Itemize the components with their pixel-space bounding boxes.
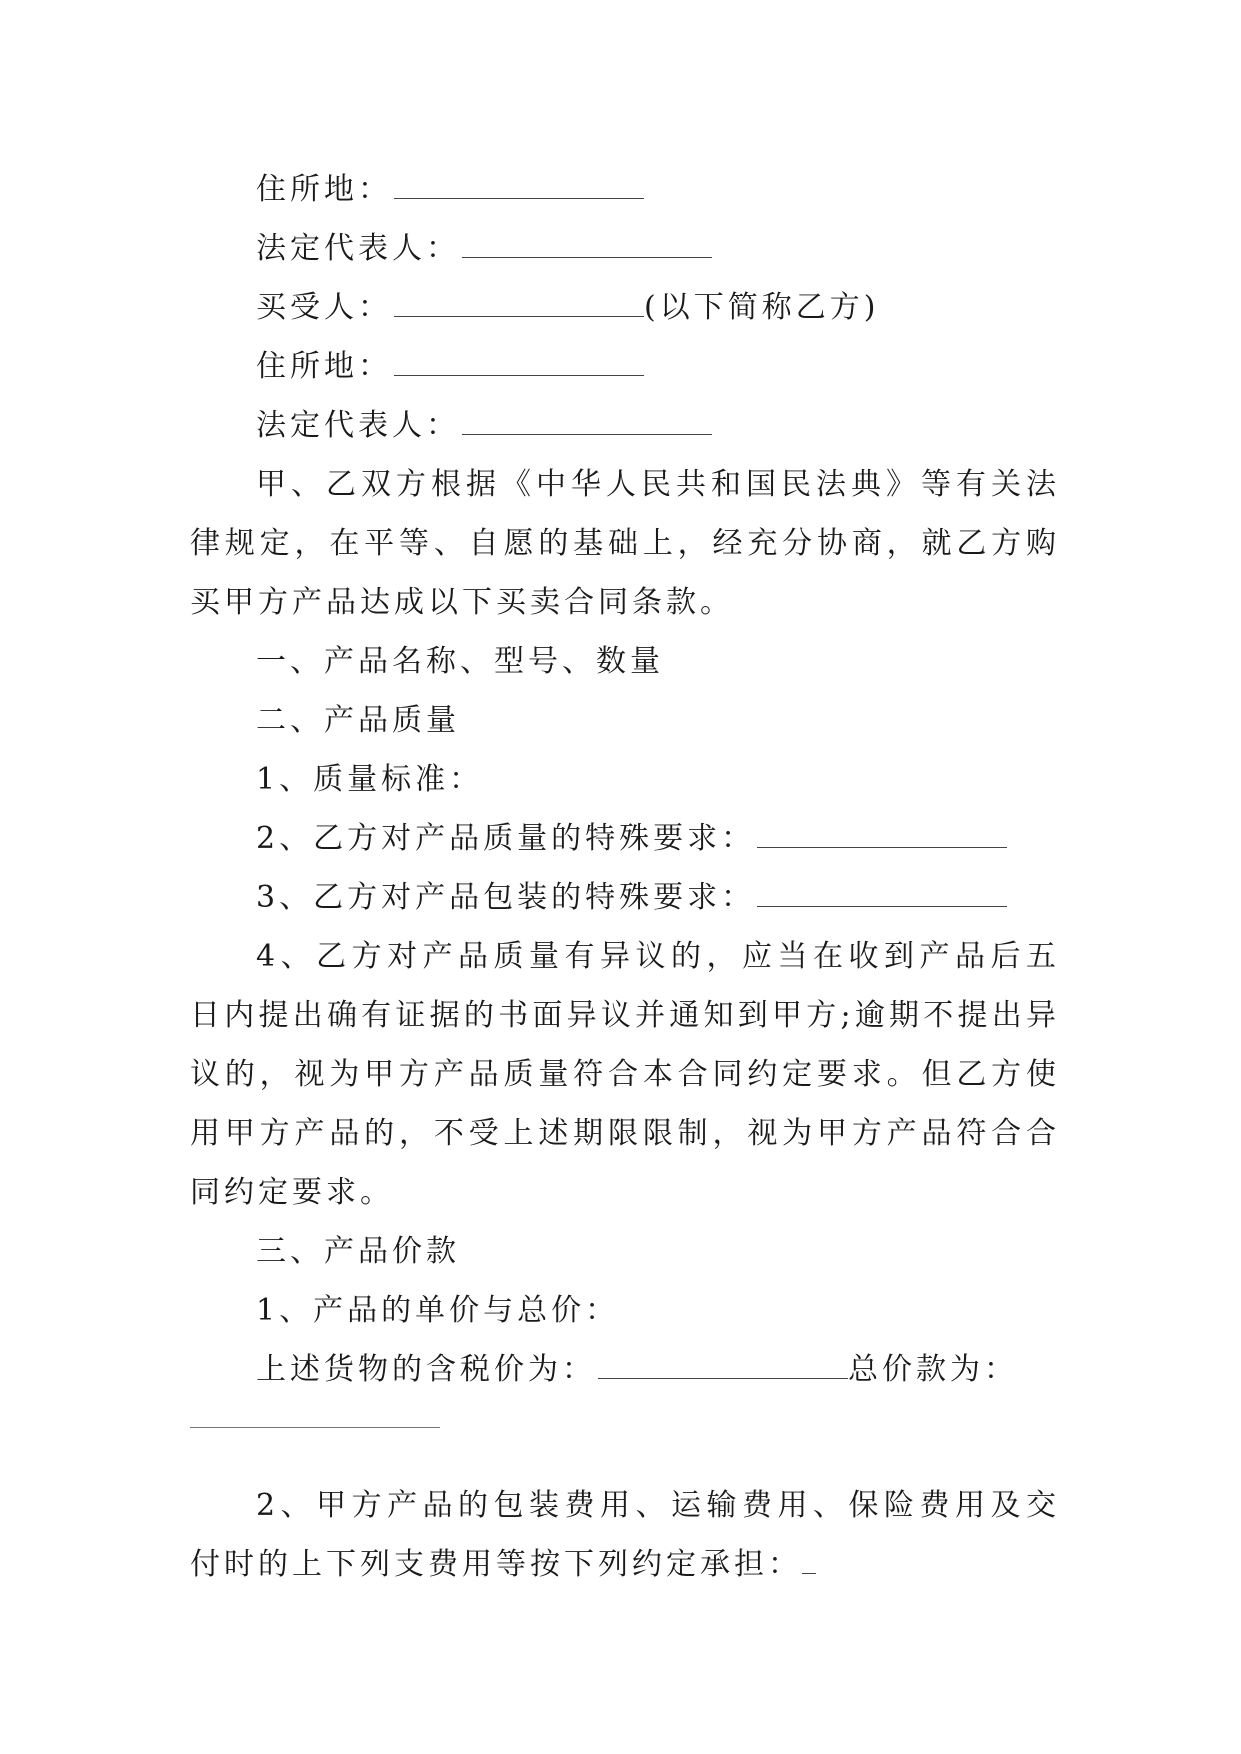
price-blank [598, 1356, 848, 1379]
buyer-suffix: (以下简称乙方) [644, 290, 880, 325]
section-2-title: 二、产品质量 [256, 703, 460, 738]
seller-rep-blank [462, 235, 712, 258]
buyer-name-blank [394, 294, 644, 317]
contract-body [190, 160, 1060, 1594]
buyer-address-blank [394, 353, 644, 376]
buyer-address-line [190, 337, 1060, 396]
seller-rep-label: 法定代表人： [256, 231, 460, 266]
section-3-item-2-text: 2、甲方产品的包装费用、运输费用、保险费用及交付时的上下列支费用等按下列约定承担： [190, 1488, 1060, 1582]
seller-address-blank [394, 176, 644, 199]
total-blank-line [190, 1399, 1060, 1458]
section-2-item-4: 4、乙方对产品质量有异议的，应当在收到产品后五日内提出确有证据的书面异议并通知到甲方;逾期不提出异议的，视为甲方产品质量符合本合同约定要求。但乙方使用甲方产品的，不受上述期限限制，视为甲方产品符合合同约定要求。 [190, 939, 1060, 1210]
buyer-rep-blank [462, 412, 712, 435]
section-2-item-3: 3、乙方对产品包装的特殊要求： [256, 880, 756, 915]
section-2-item-2: 2、乙方对产品质量的特殊要求： [256, 821, 756, 856]
seller-rep-line [190, 219, 1060, 278]
section-3-item-1: 1、产品的单价与总价： [256, 1293, 620, 1328]
section-1-title: 一、产品名称、型号、数量 [256, 644, 664, 679]
preamble-paragraph: 甲、乙双方根据《中华人民共和国民法典》等有关法律规定，在平等、自愿的基础上，经充分协商，就乙方购买甲方产品达成以下买卖合同条款。 [190, 467, 1060, 620]
section-3-title: 三、产品价款 [256, 1234, 460, 1269]
packaging-requirement-blank [757, 884, 1007, 907]
total-label: 总价款为： [848, 1352, 1018, 1387]
section-2-item-1: 1、质量标准： [256, 762, 484, 797]
total-blank [190, 1427, 440, 1428]
buyer-label: 买受人： [256, 290, 392, 325]
spacer [190, 1458, 1060, 1476]
section-2-item-3-line [190, 868, 1060, 927]
buyer-address-label: 住所地： [256, 349, 392, 384]
buyer-line [190, 278, 1060, 337]
section-3-item-2 [190, 1476, 1060, 1594]
buyer-rep-label: 法定代表人： [256, 408, 460, 443]
seller-address-line [190, 160, 1060, 219]
section-2-item-2-line [190, 809, 1060, 868]
price-label: 上述货物的含税价为： [256, 1352, 596, 1387]
quality-requirement-blank [757, 825, 1007, 848]
cost-blank [802, 1551, 816, 1574]
seller-address-label: 住所地： [256, 172, 392, 207]
buyer-rep-line [190, 396, 1060, 455]
price-line [190, 1340, 1060, 1399]
